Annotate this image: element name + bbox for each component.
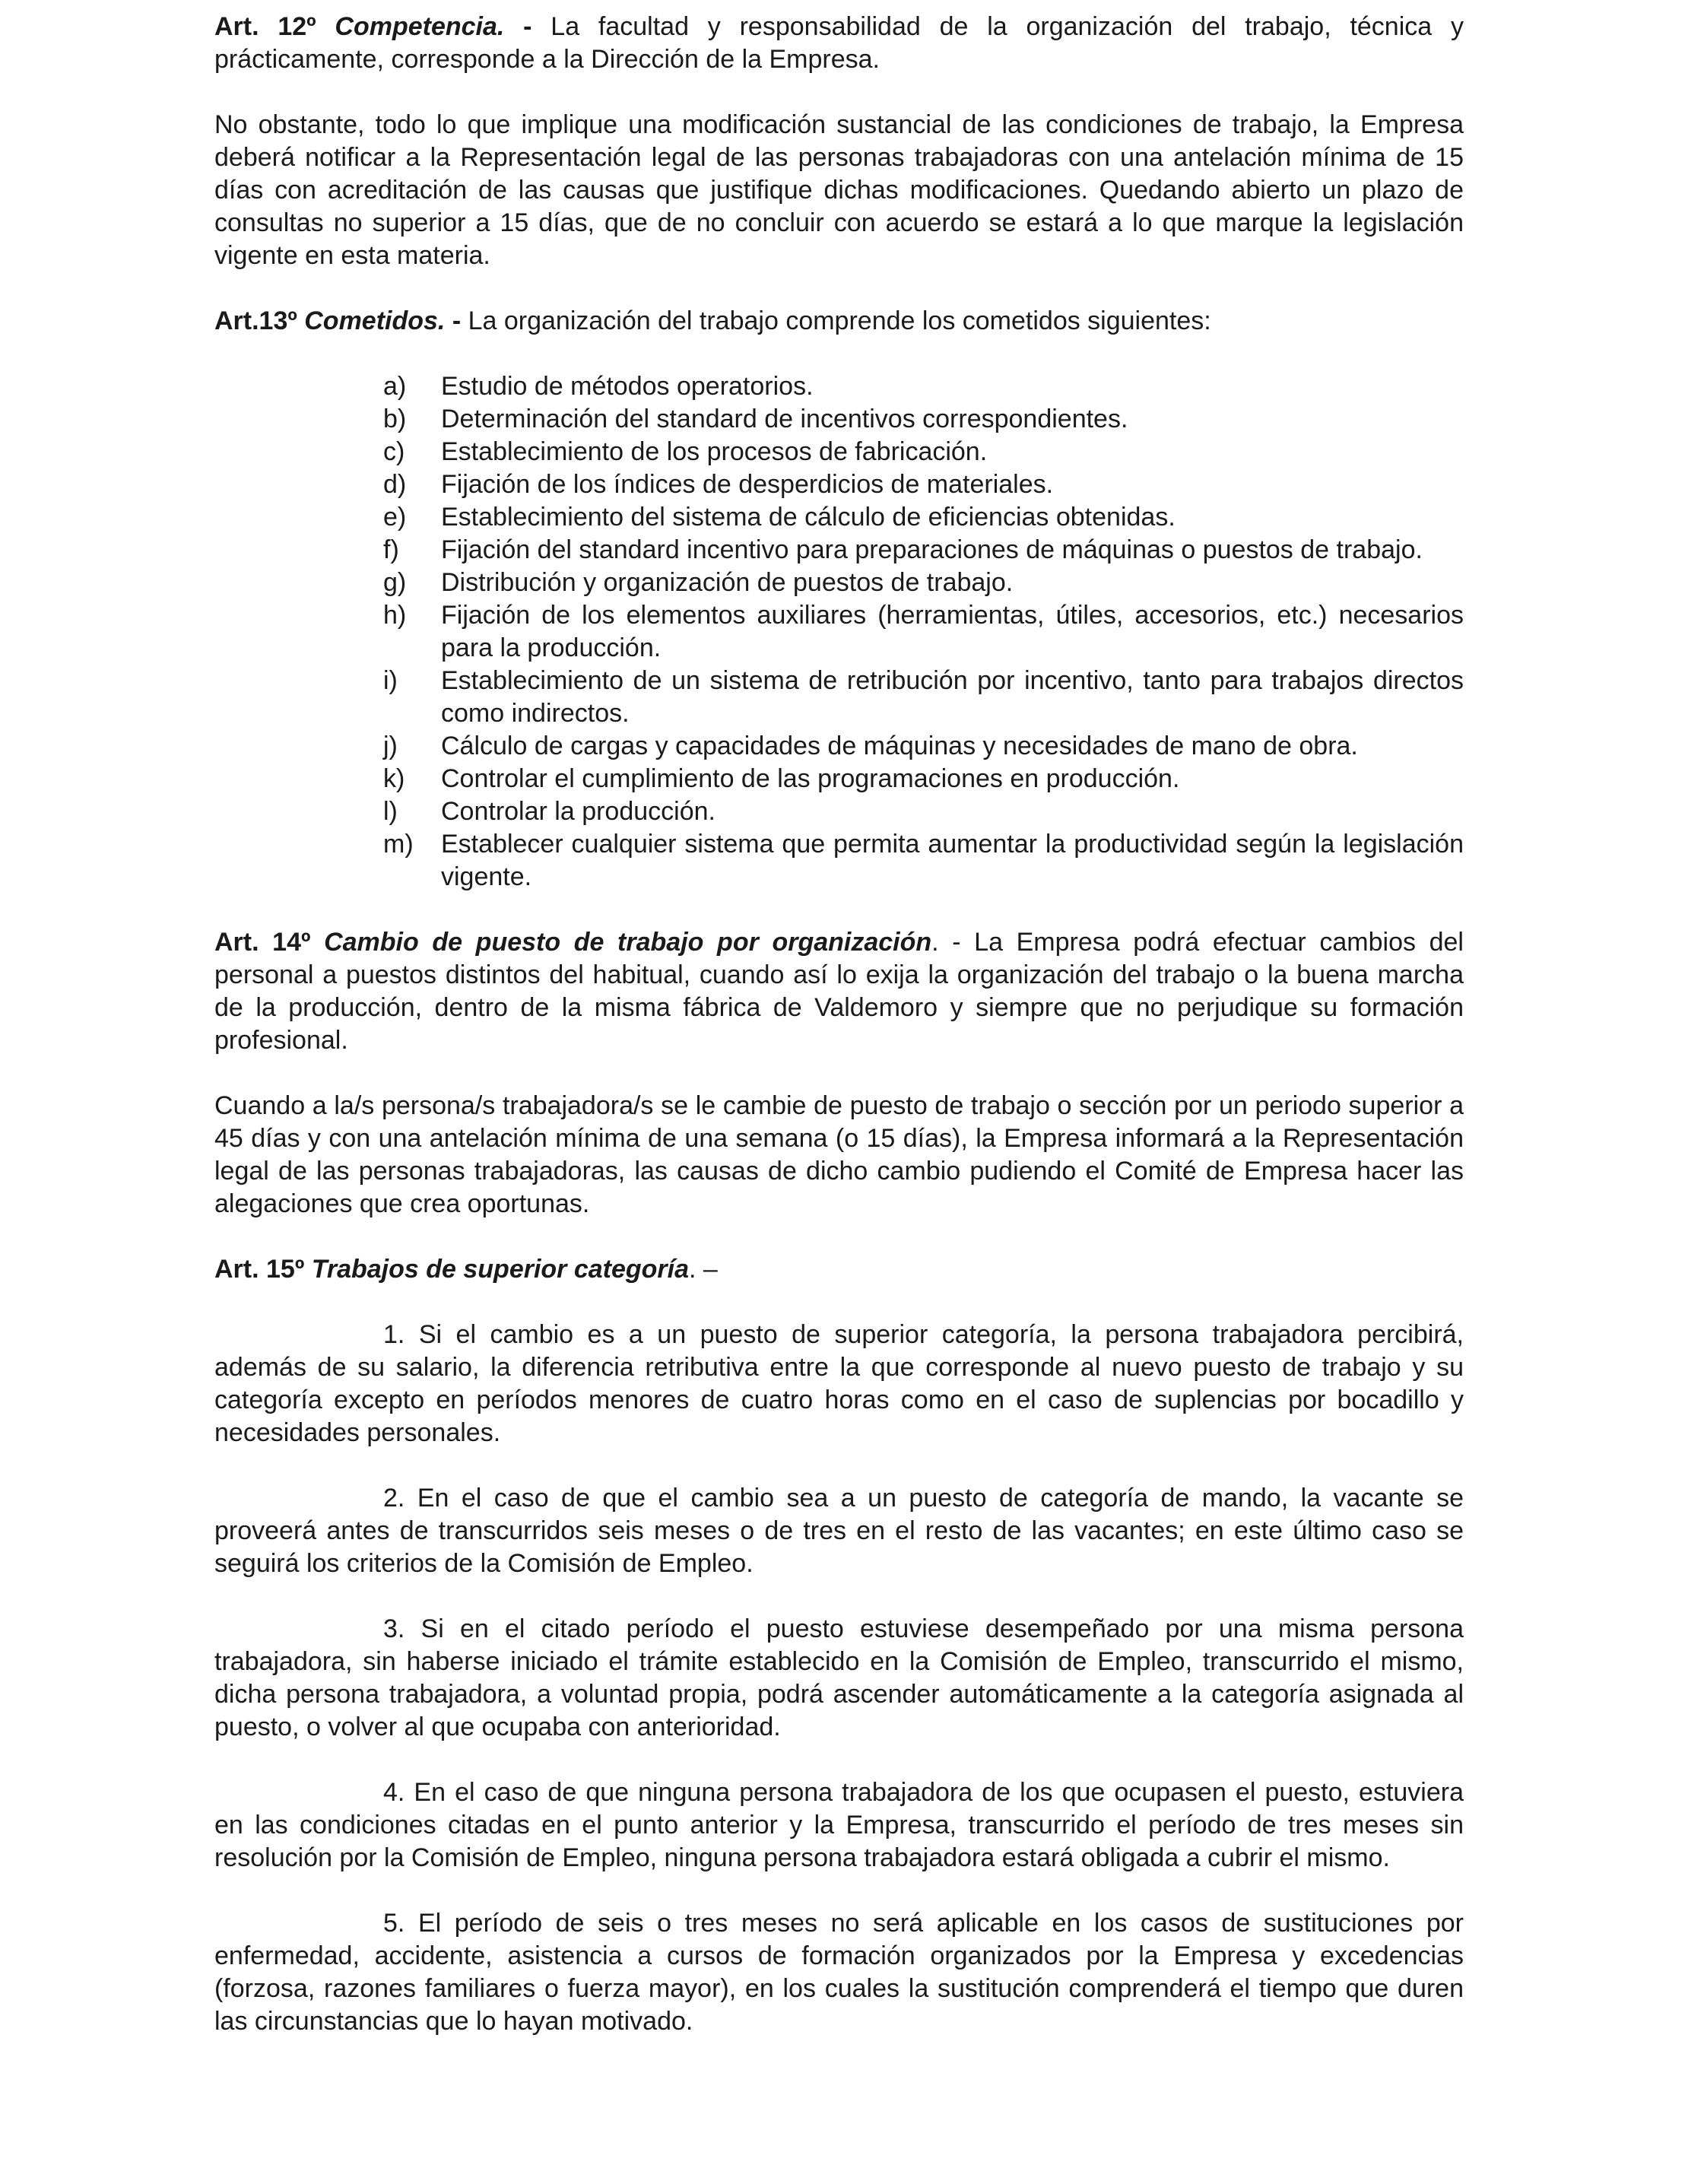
list-item-label: g): [383, 568, 407, 597]
list-item-text: Determinación del standard de incentivos correspondientes.: [441, 405, 1128, 433]
article-text: La facultad y responsabilidad de la organización del trabajo, técnica y prácticamente, corresponde a la Dirección de la Empresa.: [214, 12, 1464, 74]
article-title: Cambio de puesto de trabajo por organización: [324, 928, 932, 957]
list-item-label: f): [383, 535, 399, 564]
numbered-paragraph-3: 3. Si en el citado período el puesto estuviese desempeñado por una misma persona trabajadora, sin haberse iniciado el trámite establecido en la Comisión de Empleo, transcurrido el mismo, dicha persona trabajadora, a voluntad propia, podrá ascender automáticamente a la categoría asignada al puesto, o volver al que ocupaba con anterioridad.: [214, 1614, 1464, 1741]
list-item-text: Controlar el cumplimiento de las programaciones en producción.: [441, 764, 1180, 793]
article-title: Competencia.: [335, 12, 505, 41]
list-item-label: c): [383, 437, 405, 466]
list-item-text: Cálculo de cargas y capacidades de máquinas y necesidades de mano de obra.: [441, 732, 1358, 760]
cometidos-list: [214, 370, 1464, 894]
list-item-text: Distribución y organización de puestos de trabajo.: [441, 568, 1014, 597]
art14-paragraph-2: Cuando a la/s persona/s trabajadora/s se le cambie de puesto de trabajo o sección por un periodo superior a 45 días y con una antelación mínima de una semana (o 15 días), la Empresa informará a la Representación legal de las personas trabajadoras, las causas de dicho cambio pudiendo el Comité de Empresa hacer las alegaciones que crea oportunas.: [214, 1091, 1464, 1218]
list-item: [214, 763, 1464, 795]
list-item-text: Fijación de los elementos auxiliares (herramientas, útiles, accesorios, etc.) necesarios para la producción.: [441, 601, 1464, 662]
article-separator: . -: [931, 928, 975, 957]
list-item-label: m): [383, 830, 414, 859]
numbered-paragraph-4: 4. En el caso de que ninguna persona trabajadora de los que ocupasen el puesto, estuviera en las condiciones citadas en el punto anterior y la Empresa, transcurrido el período de tres meses sin resolución por la Comisión de Empleo, ninguna persona trabajadora estará obligada a cubrir el mismo.: [214, 1778, 1464, 1872]
list-item: [214, 665, 1464, 730]
list-item-label: d): [383, 470, 407, 499]
numbered-paragraph-5: 5. El período de seis o tres meses no será aplicable en los casos de sustituciones por enfermedad, accidente, asistencia a cursos de formación organizados por la Empresa y excedencias (forzosa, razones familiares o fuerza mayor), en los cuales la sustitución comprenderá el tiempo que duren las circunstancias que lo hayan motivado.: [214, 1909, 1464, 2036]
article-label: Art. 12º: [214, 12, 316, 41]
list-item-label: k): [383, 764, 405, 793]
list-item-text: Controlar la producción.: [441, 797, 715, 826]
list-item-text: Establecimiento de los procesos de fabricación.: [441, 437, 988, 466]
list-item-label: i): [383, 666, 398, 695]
list-item-label: j): [383, 732, 398, 760]
article-separator: -: [445, 306, 468, 335]
article-separator: . –: [689, 1255, 718, 1284]
article-label: Art. 14º: [214, 928, 311, 957]
list-item-text: Establecimiento de un sistema de retribución por incentivo, tanto para trabajos directos como indirectos.: [441, 666, 1464, 728]
list-item: [214, 436, 1464, 468]
list-item: [214, 567, 1464, 599]
list-item: [214, 468, 1464, 501]
article-label: Art.13º: [214, 306, 297, 335]
list-item-label: l): [383, 797, 398, 826]
list-item: [214, 730, 1464, 763]
list-item: [214, 828, 1464, 894]
art13-paragraph: [214, 305, 1464, 338]
list-item-label: h): [383, 601, 407, 630]
list-item-label: e): [383, 503, 407, 532]
art12-paragraph: [214, 11, 1464, 76]
numbered-paragraph-1: 1. Si el cambio es a un puesto de superior categoría, la persona trabajadora percibirá, además de su salario, la diferencia retributiva entre la que corresponde al nuevo puesto de trabajo y su categoría excepto en períodos menores de cuatro horas como en el caso de suplencias por bocadillo y necesidades personales.: [214, 1320, 1464, 1447]
article-title: Trabajos de superior categoría: [311, 1255, 690, 1284]
article-separator: -: [504, 12, 551, 41]
article-label: Art. 15º: [214, 1255, 305, 1284]
list-item: [214, 599, 1464, 665]
list-item-text: Establecer cualquier sistema que permita aumentar la productividad según la legislación vigente.: [441, 830, 1464, 891]
list-item-text: Establecimiento del sistema de cálculo de eficiencias obtenidas.: [441, 503, 1176, 532]
list-item-text: Fijación de los índices de desperdicios de materiales.: [441, 470, 1054, 499]
art15-heading: [214, 1253, 1464, 1286]
list-item: [214, 534, 1464, 567]
list-item: [214, 795, 1464, 828]
list-item-text: Estudio de métodos operatorios.: [441, 372, 814, 401]
list-item-label: a): [383, 372, 407, 401]
list-item: [214, 501, 1464, 534]
list-item: [214, 370, 1464, 403]
art12-paragraph-2: No obstante, todo lo que implique una modificación sustancial de las condiciones de trabajo, la Empresa deberá notificar a la Representación legal de las personas trabajadoras con una antelación mínima de 15 días con acreditación de las causas que justifique dichas modificaciones. Quedando abierto un plazo de consultas no superior a 15 días, que de no concluir con acuerdo se estará a lo que marque la legislación vigente en esta materia.: [214, 110, 1464, 270]
document-page: [214, 11, 1464, 2071]
numbered-paragraph-2: 2. En el caso de que el cambio sea a un puesto de categoría de mando, la vacante se proveerá antes de transcurridos seis meses o de tres en el resto de las vacantes; en este último caso se seguirá los criterios de la Comisión de Empleo.: [214, 1484, 1464, 1578]
article-text: La organización del trabajo comprende los cometidos siguientes:: [468, 306, 1211, 335]
article-text: La Empresa podrá efectuar cambios del personal a puestos distintos del habitual, cuando así lo exija la organización del trabajo o la buena marcha de la producción, dentro de la misma fábrica de Valdemoro y siempre que no perjudique su formación profesional.: [214, 928, 1464, 1055]
list-item-label: b): [383, 405, 407, 433]
list-item: [214, 403, 1464, 436]
art14-paragraph: [214, 926, 1464, 1057]
list-item-text: Fijación del standard incentivo para preparaciones de máquinas o puestos de trabajo.: [441, 535, 1423, 564]
article-title: Cometidos.: [304, 306, 446, 335]
